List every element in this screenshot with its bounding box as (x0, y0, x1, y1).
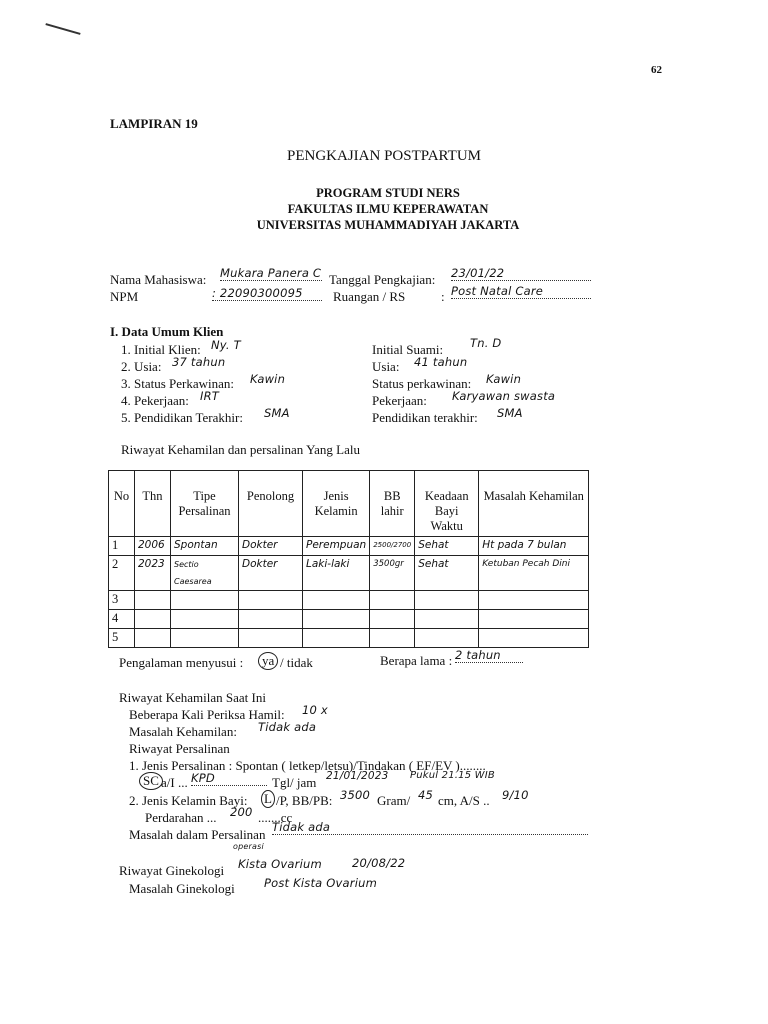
cell-bb-lahir[interactable]: 3500gr (370, 556, 415, 591)
suami-pendidikan-label: Pendidikan terakhir: (372, 410, 478, 425)
col-jenis-kelamin: Jenis Kelamin (303, 471, 370, 537)
npm-label: NPM (110, 289, 139, 304)
npm-field[interactable]: : 22090300095 (212, 286, 322, 301)
klien-initial-value[interactable]: Ny. T (211, 338, 241, 352)
tanggal-label: Tanggal Pengkajian: (329, 272, 436, 287)
klien-status-value[interactable]: Kawin (250, 372, 286, 386)
col-thn: Thn (135, 471, 171, 537)
berapa-lama-label: Berapa lama : (380, 653, 453, 668)
page-title: PENGKAJIAN POSTPARTUM (287, 148, 481, 164)
sc-indication-label: a/I ... (161, 775, 188, 790)
table-row (109, 537, 589, 556)
subtitle-line-3: UNIVERSITAS MUHAMMADIYAH JAKARTA (256, 218, 520, 232)
cm-as-label: cm, A/S .. (438, 793, 490, 808)
cell-jenis-kelamin[interactable]: Laki-laki (303, 556, 370, 591)
col-no: No (109, 471, 135, 537)
nama-mahasiswa-label: Nama Mahasiswa: (110, 272, 207, 287)
cell-thn[interactable]: 2006 (135, 537, 171, 556)
suami-status-label: Status perkawinan: (372, 376, 472, 391)
cell-penolong[interactable] (239, 591, 303, 610)
col-tipe: Tipe Persalinan (171, 471, 239, 537)
page-number: 62 (651, 64, 662, 76)
col-bb-lahir: BB lahir (370, 471, 415, 537)
cell-masalah[interactable] (479, 610, 589, 629)
riwayat-ginekologi-value[interactable]: Kista Ovarium (238, 857, 322, 871)
cc-label: .......cc (258, 810, 293, 825)
cell-jenis-kelamin[interactable]: Perempuan (303, 537, 370, 556)
jenis-persalinan-label: 1. Jenis Persalinan : Spontan ( letkep/letsu)/Tindakan ( EF/EV )........ (129, 758, 486, 773)
masalah-persalinan-label: Masalah dalam Persalinan (129, 827, 266, 842)
klien-pekerjaan-value[interactable]: IRT (200, 389, 220, 403)
pb-value[interactable]: 45 (418, 788, 434, 802)
masalah-persalinan-field[interactable]: Tidak ada (272, 820, 588, 835)
suami-usia-value[interactable]: 41 tahun (414, 355, 468, 369)
perdarahan-value[interactable]: 200 (230, 805, 253, 819)
suami-initial-label: Initial Suami: (372, 342, 444, 357)
cell-tipe[interactable] (171, 629, 239, 648)
gram-label: Gram/ (377, 793, 411, 808)
cell-masalah[interactable]: Ht pada 7 bulan (479, 537, 589, 556)
riwayat-persalinan-heading: Riwayat Persalinan (129, 741, 230, 756)
cell-penolong[interactable] (239, 629, 303, 648)
cell-thn[interactable]: 2023 (135, 556, 171, 591)
tanggal-field[interactable]: 23/01/22 (451, 266, 591, 281)
cell-penolong[interactable]: Dokter (239, 556, 303, 591)
cell-thn[interactable] (135, 610, 171, 629)
cell-penolong[interactable] (239, 610, 303, 629)
klien-usia-label: 2. Usia: (121, 359, 162, 374)
table-row (109, 556, 589, 591)
klien-pekerjaan-label: 4. Pekerjaan: (121, 393, 189, 408)
table-row (109, 610, 589, 629)
cell-tipe[interactable] (171, 591, 239, 610)
cell-no: 1 (109, 537, 135, 556)
suami-initial-value[interactable]: Tn. D (470, 336, 502, 350)
suami-status-value[interactable]: Kawin (486, 372, 522, 386)
subtitle-line-2: FAKULTAS ILMU KEPERAWATAN (287, 202, 489, 216)
table-row (109, 591, 589, 610)
cell-keadaan[interactable] (415, 591, 479, 610)
klien-initial-label: 1. Initial Klien: (121, 342, 201, 357)
cell-no: 5 (109, 629, 135, 648)
ruangan-label: Ruangan / RS (333, 289, 406, 304)
col-keadaan-bayi: Keadaan Bayi Waktu (415, 471, 479, 537)
cell-bb-lahir[interactable] (370, 591, 415, 610)
riwayat-ginekologi-date[interactable]: 20/08/22 (352, 856, 406, 870)
lampiran-label: LAMPIRAN 19 (110, 116, 198, 131)
periksa-hamil-value[interactable]: 10 x (302, 703, 328, 717)
cell-keadaan[interactable]: Sehat (415, 556, 479, 591)
cell-thn[interactable] (135, 629, 171, 648)
cell-tipe[interactable]: Spontan (171, 537, 239, 556)
col-masalah: Masalah Kehamilan (479, 471, 589, 537)
cell-no: 2 (109, 556, 135, 591)
cell-jenis-kelamin[interactable] (303, 591, 370, 610)
table-row (109, 629, 589, 648)
pukul-value[interactable]: Pukul 21.15 WIB (410, 770, 495, 781)
perdarahan-label: Perdarahan ... (145, 810, 217, 825)
cell-tipe[interactable] (171, 610, 239, 629)
cell-keadaan[interactable] (415, 610, 479, 629)
berapa-lama-field[interactable]: 2 tahun (455, 648, 523, 663)
klien-usia-value[interactable]: 37 tahun (172, 355, 226, 369)
riwayat-ginekologi-note[interactable]: operasi (233, 842, 264, 851)
sc-option[interactable]: SC (139, 772, 163, 790)
klien-status-label: 3. Status Perkawinan: (121, 376, 235, 391)
tgl-jam-label: Tgl/ jam (272, 775, 317, 790)
suami-pekerjaan-value[interactable]: Karyawan swasta (452, 389, 556, 403)
history-table-caption: Riwayat Kehamilan dan persalinan Yang Lalu (121, 442, 360, 457)
cell-no: 4 (109, 610, 135, 629)
klien-pendidikan-label: 5. Pendidikan Terakhir: (121, 410, 243, 425)
table-header-row (109, 471, 589, 537)
ruangan-field[interactable]: Post Natal Care (451, 284, 591, 299)
bb-value[interactable]: 3500 (340, 788, 371, 802)
cell-masalah[interactable] (479, 629, 589, 648)
cell-keadaan[interactable]: Sehat (415, 537, 479, 556)
ruangan-colon: : (441, 289, 445, 304)
tgl-value[interactable]: 21/01/2023 (326, 770, 389, 782)
subtitle-line-1: PROGRAM STUDI NERS (316, 186, 460, 200)
menyusui-tidak-option[interactable]: / tidak (280, 655, 313, 670)
masalah-kehamilan-label: Masalah Kehamilan: (129, 724, 237, 739)
cell-penolong[interactable]: Dokter (239, 537, 303, 556)
klien-pendidikan-value[interactable]: SMA (264, 406, 290, 420)
as-value[interactable]: 9/10 (502, 788, 529, 802)
riwayat-ginekologi-label: Riwayat Ginekologi (119, 863, 225, 878)
cell-no: 3 (109, 591, 135, 610)
pen-mark (45, 23, 80, 35)
masalah-ginekologi-value[interactable]: Post Kista Ovarium (264, 876, 377, 890)
jk-l-option[interactable]: L (261, 790, 275, 808)
cell-bb-lahir[interactable] (370, 610, 415, 629)
cell-bb-lahir[interactable] (370, 629, 415, 648)
menyusui-label: Pengalaman menyusui : (119, 655, 244, 670)
history-table (108, 470, 589, 648)
cell-tipe[interactable]: Sectio Caesarea (171, 556, 239, 591)
cell-jenis-kelamin[interactable] (303, 610, 370, 629)
masalah-kehamilan-value[interactable]: Tidak ada (258, 720, 317, 734)
cell-keadaan[interactable] (415, 629, 479, 648)
jenis-kelamin-bayi-label: 2. Jenis Kelamin Bayi: (129, 793, 248, 808)
suami-pendidikan-value[interactable]: SMA (497, 406, 523, 420)
nama-mahasiswa-field[interactable]: Mukara Panera C (220, 266, 322, 280)
cell-masalah[interactable] (479, 591, 589, 610)
periksa-hamil-label: Beberapa Kali Periksa Hamil: (129, 707, 285, 722)
masalah-ginekologi-label: Masalah Ginekologi (129, 881, 235, 896)
col-penolong: Penolong (239, 471, 303, 537)
kehamilan-saat-ini-heading: Riwayat Kehamilan Saat Ini (119, 690, 266, 705)
suami-usia-label: Usia: (372, 359, 400, 374)
menyusui-ya-option[interactable]: ya (258, 652, 278, 670)
sc-indication-field[interactable]: KPD (191, 771, 267, 786)
suami-pekerjaan-label: Pekerjaan: (372, 393, 427, 408)
cell-thn[interactable] (135, 591, 171, 610)
section-data-umum-heading: I. Data Umum Klien (110, 324, 224, 339)
cell-masalah[interactable]: Ketuban Pecah Dini (479, 556, 589, 591)
jk-bb-pb-label: /P, BB/PB: (276, 793, 333, 808)
cell-bb-lahir[interactable]: 2500/2700 (370, 537, 415, 556)
cell-jenis-kelamin[interactable] (303, 629, 370, 648)
